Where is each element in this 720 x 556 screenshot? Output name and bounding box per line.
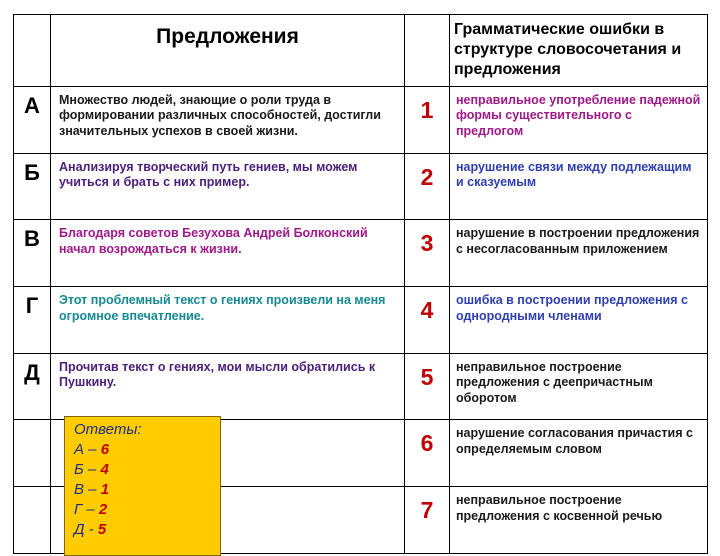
answer-letter: А — [74, 441, 85, 458]
answer-value: 2 — [98, 501, 108, 518]
error-number: 1 — [405, 86, 450, 153]
error-number: 7 — [405, 487, 450, 554]
sentence-text: Этот проблемный текст о гениях произвели на меня огромное впечатление. — [51, 287, 405, 354]
sentence-text: Анализируя творческий путь гениев, мы можем учиться и брать с них пример. — [51, 153, 405, 220]
sentence-text: Благодаря советов Безухова Андрей Болконский начал возрождаться к жизни. — [51, 220, 405, 287]
answer-letter: Г — [74, 501, 83, 518]
row-letter — [14, 487, 51, 554]
error-description: нарушение связи между подлежащим и сказуемым — [450, 153, 708, 220]
error-number: 4 — [405, 287, 450, 354]
error-description: нарушение в построении предложения с несогласованным приложением — [450, 220, 708, 287]
header-empty-cell — [405, 15, 450, 87]
error-description: ошибка в построении предложения с однородными членами — [450, 287, 708, 354]
error-number: 5 — [405, 353, 450, 420]
table-row — [14, 220, 708, 287]
row-letter: Б — [14, 153, 51, 220]
error-description: неправильное построение предложения с косвенной речью — [450, 487, 708, 554]
error-description: неправильное построение предложения с деепричастным оборотом — [450, 353, 708, 420]
answer-separator: – — [84, 481, 101, 498]
row-letter: В — [14, 220, 51, 287]
answer-line — [74, 460, 220, 480]
answer-letter: Б — [74, 461, 84, 478]
row-letter: А — [14, 86, 51, 153]
sentence-text: Прочитав текст о гениях, мои мысли обратились к Пушкину. — [51, 353, 405, 420]
error-description: неправильное употребление падежной формы существительного с предлогом — [450, 86, 708, 153]
answer-line — [74, 520, 220, 540]
table-row — [14, 86, 708, 153]
answer-line — [74, 440, 220, 460]
table-row — [14, 153, 708, 220]
table-row — [14, 287, 708, 354]
error-description: нарушение согласования причастия с определяемым словом — [450, 420, 708, 487]
header-sentences: Предложения — [51, 15, 405, 87]
answer-separator: - — [84, 521, 98, 538]
row-letter — [14, 420, 51, 487]
row-letter: Д — [14, 353, 51, 420]
answers-title: Ответы: — [74, 421, 142, 438]
answer-value: 6 — [100, 441, 110, 458]
answer-line — [74, 480, 220, 500]
sentence-text: Множество людей, знающие о роли труда в формировании различных способностей, достигли значительных успехов в своей жизни. — [51, 86, 405, 153]
header-errors: Грамматические ошибки в структуре словосочетания и предложения — [450, 15, 708, 87]
error-number: 2 — [405, 153, 450, 220]
table-row — [14, 353, 708, 420]
answer-separator: – — [82, 501, 99, 518]
header-empty-cell — [14, 15, 51, 87]
answer-line — [74, 500, 220, 520]
answer-value: 5 — [97, 521, 107, 538]
row-letter: Г — [14, 287, 51, 354]
answers-box — [64, 416, 221, 556]
answer-letter: Д — [74, 521, 85, 538]
error-number: 3 — [405, 220, 450, 287]
answer-separator: – — [83, 461, 101, 478]
answer-value: 4 — [100, 461, 109, 478]
answer-letter: В — [74, 481, 85, 498]
answer-separator: – — [84, 441, 101, 458]
error-number: 6 — [405, 420, 450, 487]
header-row — [14, 15, 708, 87]
answer-value: 1 — [100, 481, 110, 498]
